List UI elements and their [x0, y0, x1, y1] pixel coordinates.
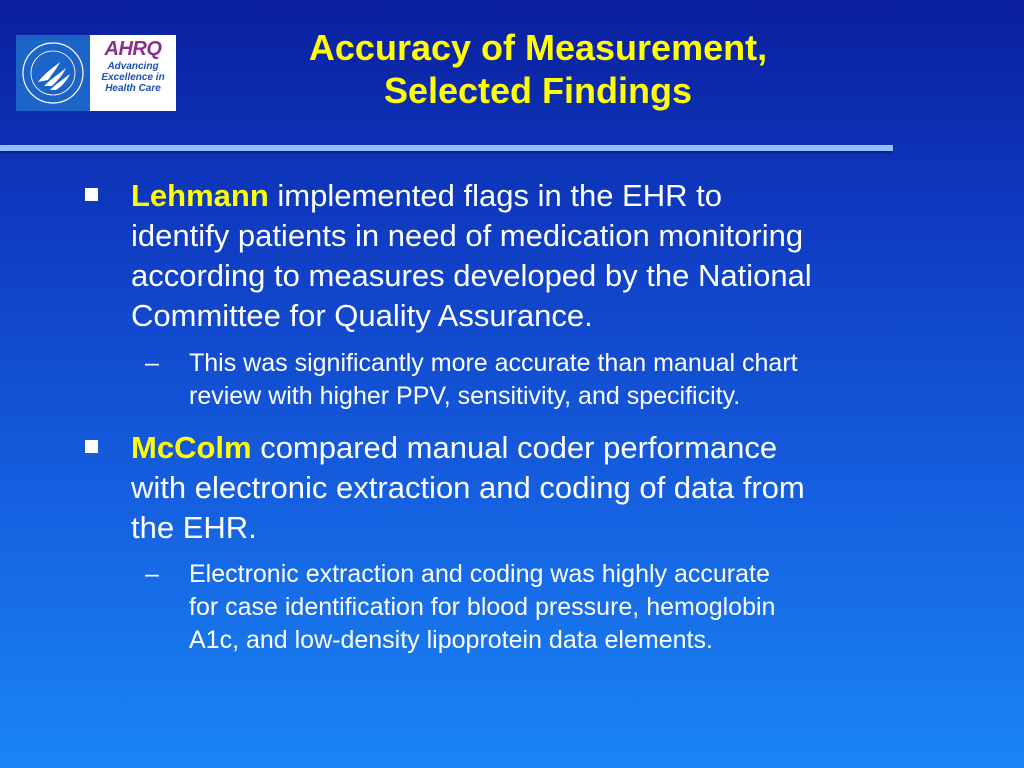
bullet-line-1	[131, 176, 961, 216]
ahrq-tagline-2: Excellence in	[101, 72, 165, 83]
sub-bullet-line-1: This was significantly more accurate than manual chart	[189, 349, 798, 377]
sub-bullet-line-2: for case identification for blood pressure, hemoglobin	[189, 593, 776, 621]
bullet-line-3: according to measures developed by the National	[131, 258, 812, 293]
dash-bullet-icon: –	[145, 349, 159, 377]
bullet-line-3: the EHR.	[131, 510, 257, 545]
bullet-line-2: identify patients in need of medication monitoring	[131, 218, 804, 253]
author-name: Lehmann	[131, 178, 269, 213]
dash-bullet-icon: –	[145, 560, 159, 588]
bullet-text: compared manual coder performance	[251, 430, 778, 465]
square-bullet-icon	[85, 440, 98, 453]
bullet-text: implemented flags in the EHR to	[268, 178, 722, 213]
bullet-line-4: Committee for Quality Assurance.	[131, 298, 593, 333]
sub-bullet-line-3: A1c, and low-density lipoprotein data elements.	[189, 626, 713, 654]
sub-bullet-line-2: review with higher PPV, sensitivity, and specificity.	[189, 382, 741, 410]
ahrq-tagline-1: Advancing	[107, 61, 159, 72]
sub-bullet-lehmann	[145, 347, 969, 413]
slide-title-line-1: Accuracy of Measurement,	[308, 27, 768, 68]
square-bullet-icon	[85, 188, 98, 201]
bullet-line-2: with electronic extraction and coding of data from	[131, 470, 805, 505]
sub-bullet-mccolm	[145, 558, 969, 657]
author-name: McColm	[131, 430, 252, 465]
bullet-lehmann	[131, 176, 961, 336]
bullet-line-1	[131, 428, 961, 468]
ahrq-tagline-3: Health Care	[105, 83, 161, 94]
slide-title-line-2: Selected Findings	[383, 70, 693, 111]
bullet-mccolm	[131, 428, 961, 548]
ahrq-mark: AHRQ	[104, 38, 162, 60]
sub-bullet-line-1: Electronic extraction and coding was highly accurate	[189, 560, 770, 588]
